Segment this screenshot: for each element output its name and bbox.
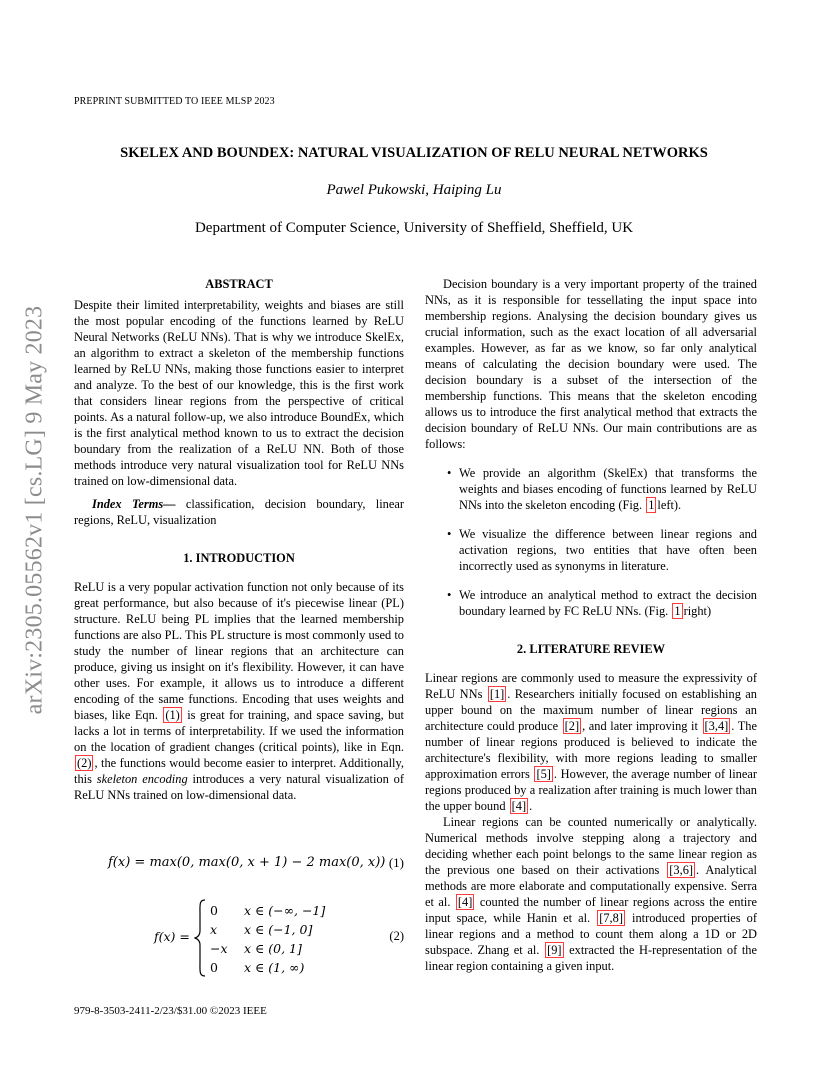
- citation-link[interactable]: [4]: [511, 799, 527, 813]
- case-condition: x ∈ (1, ∞): [244, 960, 305, 975]
- citation-link[interactable]: [2]: [564, 719, 580, 733]
- literature-text: . However, the average number of linear regions produced by a realization after training is much lower than the upper bound: [425, 767, 757, 813]
- equation-1: [108, 855, 404, 870]
- citation-link[interactable]: [3,4]: [704, 719, 729, 733]
- contribution-item: [425, 465, 757, 513]
- intro-text-1: ReLU is a very popular activation function not only because of its great performance, but also because of it's piecewise linear (PL) structure. ReLU being PL implies that the learned membership functions are also PL. This PL structure is most commonly used to study the number of linear regions that an architecture can produce, giving us insight on it's flexibility. However, it can have other uses. For example, it allows us to introduce a different encoding of the same functions. Encoding that uses weights and biases, like Eqn.: [74, 580, 404, 722]
- index-terms: [74, 496, 404, 528]
- literature-text: Linear regions can be counted numerically or analytically. Numerical methods involve stepping along a trajectory and deciding whether each point belongs to the same linear region as the previous one based on their activations: [425, 815, 757, 877]
- index-terms-label: Index Terms—: [92, 497, 176, 511]
- case-value: −x: [210, 941, 228, 956]
- literature-text: .: [529, 799, 533, 813]
- preprint-header: PREPRINT SUBMITTED TO IEEE MLSP 2023: [74, 96, 275, 107]
- intro-heading: 1. INTRODUCTION: [183, 551, 295, 565]
- case-value: 0: [210, 960, 218, 975]
- citation-link[interactable]: [4]: [457, 895, 473, 909]
- contribution-text-post: left).: [657, 498, 682, 512]
- contribution-item: [425, 587, 757, 619]
- literature-text: counted the number of linear regions across the entire input space, while Hanin et al.: [425, 895, 757, 925]
- left-column: [74, 276, 404, 803]
- literature-text: . Researchers initially focused on establishing an upper bound on the maximum number of linear regions an architecture could produce: [425, 687, 757, 733]
- right-column: [425, 276, 757, 974]
- figure-link[interactable]: 1: [674, 604, 681, 618]
- case-condition: x ∈ (−∞, −1]: [244, 903, 326, 918]
- literature-text: , and later improving it: [582, 719, 702, 733]
- case-row: [210, 939, 325, 958]
- paper-title: SKELEX AND BOUNDEX: NATURAL VISUALIZATION OF RELU NEURAL NETWORKS: [120, 145, 708, 161]
- decision-boundary-paragraph: Decision boundary is a very important property of the trained NNs, as it is responsible for tessellating the input space into membership regions. Analysing the decision boundary gives us crucial information, such as the exact location of all adversarial examples. However, as far as we know, so far only analytical means of calculating the decision boundary were used. The decision boundary is a subset of the intersection of the membership functions. This means that the skeleton encoding allows us to introduce the first analytical method that extracts the decision boundary of ReLU NNs. Our main contributions are as follows:: [425, 277, 757, 451]
- citation-link[interactable]: [7,8]: [599, 911, 623, 925]
- literature-text: . The number of linear regions produced is believed to indicate the architecture's flexibility, with more regions leading to smaller approximation errors: [425, 719, 757, 781]
- affiliation: Department of Computer Science, University of Sheffield, Sheffield, UK: [194, 220, 634, 236]
- literature-text: . Analytical methods are more elaborate and computationally expensive. Serra et al.: [425, 863, 757, 909]
- literature-text: Linear regions are commonly used to measure the expressivity of ReLU NNs: [425, 671, 757, 701]
- copyright-footer: 979-8-3503-2411-2/23/$31.00 ©2023 IEEE: [74, 1005, 267, 1017]
- intro-text-3: , the functions would become easier to interpret. Additionally, this: [74, 756, 404, 786]
- case-row: [210, 920, 325, 939]
- citation-link[interactable]: [9]: [547, 943, 562, 957]
- contribution-text-post: right): [683, 604, 712, 618]
- equation-2-lhs: f(x) =: [154, 929, 190, 944]
- abstract-heading: ABSTRACT: [205, 277, 273, 291]
- contribution-text: We introduce an analytical method to extract the decision boundary learned by FC ReLU NNs. (Fig.: [459, 588, 757, 618]
- intro-text-4: introduces a very natural visualization of ReLU NNs trained on low-dimensional data.: [74, 772, 404, 802]
- eq2-link[interactable]: (2): [77, 756, 92, 770]
- case-value: x: [210, 922, 218, 937]
- equation-2: [154, 899, 404, 979]
- cases-brace-icon: [194, 899, 206, 977]
- arxiv-identifier: arXiv:2305.05562v1 [cs.LG] 9 May 2023: [21, 305, 48, 715]
- case-row: [210, 901, 325, 920]
- citation-link[interactable]: [3,6]: [669, 863, 694, 877]
- citation-link[interactable]: [1]: [489, 687, 505, 701]
- literature-paragraph-1: [425, 670, 757, 814]
- eq1-link[interactable]: (1): [165, 708, 180, 722]
- equation-1-number: (1): [388, 855, 404, 870]
- literature-heading: 2. LITERATURE REVIEW: [516, 642, 666, 656]
- intro-paragraph: [74, 579, 404, 803]
- abstract-text: Despite their limited interpretability, weights and biases are still the most popular encoding of the functions learned by ReLU Neural Networks (ReLU NNs). That is why we introduce SkelEx, an algorithm to extract a skeleton of the membership functions learned by ReLU NNs, making those functions easier to interpret and analyze. To the best of our knowledge, this is the first work that considers linear regions from the perspective of critical points. As a natural follow-up, we also introduce BoundEx, which is the first analytical method known to us to extract the decision boundary from the realization of a ReLU NN. Both of those methods introduce very natural visualization tool for ReLU NNs trained on low-dimensional data.: [74, 298, 404, 488]
- arxiv-sidebar: [22, 280, 48, 740]
- index-terms-text: classification, decision boundary, linear regions, ReLU, visualization: [74, 497, 404, 527]
- equation-2-number: (2): [389, 929, 404, 943]
- intro-text-2: is great for training, and space saving, but lacks a lot in terms of interpretability. If we used the information on the location of gradient changes (critical points), like in Eqn.: [74, 708, 404, 754]
- cases-list: [210, 901, 325, 977]
- figure-link[interactable]: 1: [648, 498, 655, 512]
- literature-paragraph-2: [425, 814, 757, 974]
- citation-link[interactable]: [5]: [536, 767, 551, 781]
- case-value: 0: [210, 903, 218, 918]
- contribution-text: We visualize the difference between linear regions and activation regions, two entities that have often been incorrectly used as synonyms in literature.: [459, 527, 757, 573]
- skeleton-encoding-term: skeleton encoding: [96, 772, 188, 786]
- contributions-list: [425, 465, 757, 619]
- equation-1-body: f(x) = max(0, max(0, x + 1) − 2 max(0, x)): [108, 855, 386, 870]
- contribution-text: We provide an algorithm (SkelEx) that transforms the weights and biases encoding of functions learned by ReLU NNs into the skeleton encoding (Fig.: [459, 466, 757, 512]
- literature-text: introduced properties of linear regions and a method to count them along a 1D or 2D subspace. Zhang et al.: [425, 911, 757, 957]
- case-row: [210, 958, 325, 977]
- literature-text: extracted the H-representation of the linear region containing a given input.: [425, 943, 757, 973]
- case-condition: x ∈ (−1, 0]: [244, 922, 313, 937]
- case-condition: x ∈ (0, 1]: [244, 941, 302, 956]
- contribution-item: [425, 526, 757, 574]
- authors: Pawel Pukowski, Haiping Lu: [326, 182, 502, 198]
